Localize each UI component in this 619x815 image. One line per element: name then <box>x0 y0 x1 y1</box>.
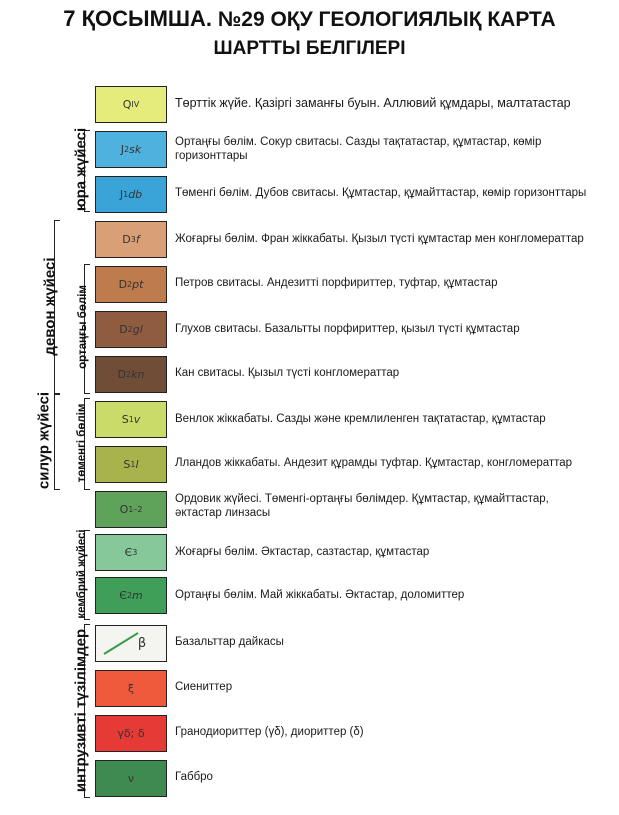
legend-swatch <box>95 86 167 123</box>
legend-code-sub: 2 <box>124 145 130 154</box>
legend-description: Ортаңғы бөлім. Сокур свитасы. Сазды тақтатастар, құмтастар, көмір горизонттары <box>175 136 542 162</box>
legend-code-sub: 2 <box>127 280 133 289</box>
legend-code: D <box>119 323 128 336</box>
legend-swatch <box>95 491 167 528</box>
legend-code-sub: 1 <box>123 190 129 199</box>
legend-code: J <box>120 143 125 156</box>
legend-code: S <box>121 413 129 426</box>
legend-description: Кан свитасы. Қызыл түсті конгломераттар <box>175 367 400 379</box>
legend-code: D <box>117 368 127 381</box>
legend-swatch <box>95 221 167 258</box>
legend-code-suffix: gl <box>132 323 143 336</box>
page-title <box>0 6 619 32</box>
legend-code-suffix: kn <box>131 368 145 381</box>
group-label-devon-middle: ортаңғы бөлім <box>77 285 89 369</box>
legend-code: β <box>137 636 147 651</box>
group-label-silur-lower: төменгі бөлім <box>76 403 88 483</box>
legend-code: J <box>119 188 124 201</box>
legend-code-suffix: pt <box>132 278 144 291</box>
legend-description: Сиениттер <box>175 681 233 693</box>
legend-code-sub: 1 <box>130 460 136 469</box>
legend-code: O <box>119 503 129 516</box>
group-label-intrusive: интрузивті түзілімдер <box>72 628 90 793</box>
dyke-line-icon <box>102 630 142 658</box>
legend-code-suffix: v <box>133 413 141 426</box>
legend-code: Q <box>122 98 132 111</box>
legend-code: ξ <box>127 682 135 695</box>
legend-code-sub: 2 <box>126 370 132 379</box>
legend-description: Төрттік жүйе. Қазіргі заманғы буын. Аллювий құмдары, малтатастар <box>175 96 571 110</box>
legend-swatch <box>95 356 167 393</box>
legend-code-sub: 2 <box>126 591 133 600</box>
legend-description: Глухов свитасы. Базальтты порфириттер, қызыл түсті құмтастар <box>175 323 520 335</box>
legend-description: Гранодиориттер (γδ), диориттер (δ) <box>175 726 364 738</box>
legend-swatch <box>95 715 167 752</box>
legend-swatch <box>95 311 167 348</box>
legend-code-suffix: f <box>135 233 140 246</box>
legend-swatch <box>95 401 167 438</box>
legend-description: Төменгі бөлім. Дубов свитасы. Құмтастар, құмайттастар, көмір горизонттары <box>175 187 587 199</box>
legend-code-sub: 1 <box>128 415 134 424</box>
legend-swatch <box>95 577 167 614</box>
legend-code-sub: 2 <box>127 325 133 334</box>
legend-code-suffix: m <box>132 589 143 602</box>
legend-code: S <box>123 458 131 471</box>
legend-swatch <box>95 131 167 168</box>
legend-description: Габбро <box>175 771 213 783</box>
page-subtitle: ШАРТТЫ БЕЛГІЛЕРІ <box>213 38 406 59</box>
legend-code-sub: IV <box>131 100 140 109</box>
group-label-silur: силур жүйесі <box>35 391 53 490</box>
appendix-label: 7 ҚОСЫМША <box>63 6 206 31</box>
legend-swatch <box>95 446 167 483</box>
legend-description: Венлок жіккабаты. Сазды және кремлиленген тақтатастар, құмтастар <box>175 413 546 425</box>
legend-code-suffix: sk <box>129 143 142 156</box>
legend-description: Ордовик жүйесі. Төменгі-ортаңғы бөлімдер. Құмтастар, құмайттастар, әктастар линзасы <box>175 493 549 519</box>
legend-description: Лландов жіккабаты. Андезит құрамды туфтар. Құмтастар, конгломераттар <box>175 457 573 469</box>
legend-code: D <box>118 278 128 291</box>
legend-description: Ортаңғы бөлім. Май жіккабаты. Әктастар, доломиттер <box>175 589 465 601</box>
legend-code-sub: 1–2 <box>128 505 143 514</box>
legend-swatch <box>95 760 167 797</box>
group-label-devon: девон жүйесі <box>41 257 59 356</box>
legend-code: D <box>122 233 131 246</box>
bracket-silur <box>54 394 60 490</box>
legend-swatch <box>95 176 167 213</box>
legend-swatch <box>95 670 167 707</box>
legend-code-suffix: db <box>128 188 143 201</box>
map-title: ОҚУ ГЕОЛОГИЯЛЫҚ КАРТА <box>264 8 556 31</box>
legend-description: Жоғарғы бөлім. Әктастар, сазтастар, құмтастар <box>175 546 430 558</box>
map-number: №29 <box>212 8 265 31</box>
legend-code: Є <box>119 589 127 602</box>
legend-code: γδ; δ <box>117 727 145 740</box>
group-label-cambrian: кембрий жүйесі <box>76 529 88 619</box>
legend-description: Базальттар дайкасы <box>175 636 284 648</box>
legend-description: Петров свитасы. Андезитті порфириттер, туфтар, құмтастар <box>175 277 498 289</box>
group-label-jura: юра жүйесі <box>72 127 90 212</box>
legend-code: Є <box>124 546 133 559</box>
legend-swatch <box>95 266 167 303</box>
legend-code-suffix: l <box>135 458 139 471</box>
legend-code: ν <box>127 772 135 785</box>
title-dot: . <box>205 6 213 31</box>
legend-description: Жоғарғы бөлім. Фран жіккабаты. Қызыл түсті құмтастар мен конгломераттар <box>175 233 584 245</box>
legend-swatch <box>95 625 167 662</box>
legend-code-sub: 3 <box>130 235 136 244</box>
legend-code-sub: 3 <box>132 548 138 557</box>
legend-swatch <box>95 534 167 571</box>
